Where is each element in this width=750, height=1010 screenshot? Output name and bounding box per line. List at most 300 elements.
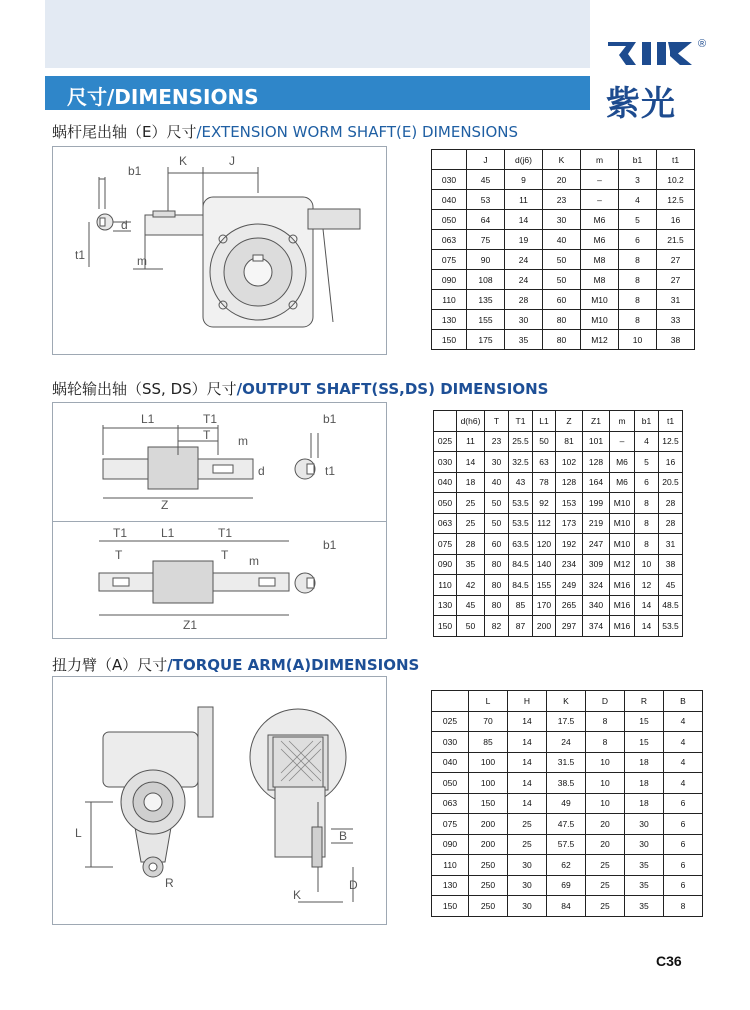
- label-T1-right: T1: [218, 526, 233, 540]
- table-size-cell: 110: [432, 855, 469, 876]
- table-size-cell: 110: [432, 290, 467, 310]
- table-header-cell: K: [543, 150, 581, 170]
- table-header-cell: d(j6): [505, 150, 543, 170]
- table-cell: 309: [583, 554, 610, 575]
- table-row: [432, 875, 703, 896]
- table-cell: 53.5: [509, 513, 533, 534]
- table-cell: 4: [664, 752, 703, 773]
- table-row: [432, 250, 695, 270]
- table-cell: 30: [505, 310, 543, 330]
- table-header-cell: m: [610, 411, 635, 432]
- table-cell: 57.5: [547, 834, 586, 855]
- label-b1-double: b1: [323, 538, 337, 552]
- table-cell: 200: [533, 616, 556, 637]
- table-cell: 25: [586, 875, 625, 896]
- table-row: [434, 513, 683, 534]
- table-cell: 199: [583, 493, 610, 514]
- table-cell: 120: [533, 534, 556, 555]
- table-row: [432, 190, 695, 210]
- label-t1: t1: [325, 464, 336, 478]
- table-cell: 10: [619, 330, 657, 350]
- label-m-double: m: [249, 554, 259, 568]
- table-row: [432, 834, 703, 855]
- figure-extension-worm-shaft: [52, 146, 387, 355]
- table-cell: 11: [457, 431, 485, 452]
- table-row: [432, 270, 695, 290]
- table-cell: M12: [610, 554, 635, 575]
- table-header-row: [434, 411, 683, 432]
- label-T-right: T: [221, 548, 229, 562]
- table-size-cell: 030: [434, 452, 457, 473]
- table-cell: 50: [485, 493, 509, 514]
- table-header-cell: [432, 691, 469, 712]
- table-cell: 12.5: [659, 431, 683, 452]
- label-L1: L1: [141, 412, 155, 426]
- table-size-cell: 040: [432, 190, 467, 210]
- label-m: m: [238, 434, 248, 448]
- table-cell: 78: [533, 472, 556, 493]
- table-header-cell: t1: [657, 150, 695, 170]
- table-cell: 324: [583, 575, 610, 596]
- table-cell: 28: [659, 493, 683, 514]
- table-size-cell: 150: [434, 616, 457, 637]
- dimensions-banner: [45, 76, 590, 110]
- table-cell: 135: [467, 290, 505, 310]
- table-cell: 35: [457, 554, 485, 575]
- table-cell: 17.5: [547, 711, 586, 732]
- table-size-cell: 063: [434, 513, 457, 534]
- table-cell: 35: [625, 875, 664, 896]
- label-d: d: [121, 218, 128, 232]
- brand-name-cn: 紫光: [606, 84, 676, 124]
- table-header-cell: L1: [533, 411, 556, 432]
- table-cell: 6: [664, 834, 703, 855]
- table-cell: 30: [485, 452, 509, 473]
- table-cell: 100: [469, 773, 508, 794]
- table-cell: 234: [556, 554, 583, 575]
- table-cell: 25: [457, 493, 485, 514]
- table-cell: 38: [657, 330, 695, 350]
- table-cell: 265: [556, 595, 583, 616]
- table-cell: 250: [469, 896, 508, 917]
- table-cell: 4: [619, 190, 657, 210]
- label-R: R: [165, 876, 174, 890]
- table-cell: 20: [586, 834, 625, 855]
- table-row: [432, 330, 695, 350]
- table-header-row: [432, 150, 695, 170]
- table-cell: 20.5: [659, 472, 683, 493]
- header-band: [45, 0, 590, 68]
- table-size-cell: 050: [432, 773, 469, 794]
- table-size-cell: 090: [432, 270, 467, 290]
- table-cell: 6: [664, 814, 703, 835]
- table-header-cell: b1: [635, 411, 659, 432]
- table-cell: 247: [583, 534, 610, 555]
- table-cell: 101: [583, 431, 610, 452]
- table-cell: 45: [467, 170, 505, 190]
- table-cell: 140: [533, 554, 556, 575]
- table-size-cell: 090: [432, 834, 469, 855]
- table-cell: 8: [664, 896, 703, 917]
- table-cell: 18: [625, 793, 664, 814]
- table-cell: 4: [664, 773, 703, 794]
- section-s-title: [52, 378, 548, 399]
- section-s-title-cn: 蜗轮输出轴（SS, DS）尺寸: [52, 380, 237, 398]
- table-size-cell: 150: [432, 896, 469, 917]
- table-cell: 200: [469, 814, 508, 835]
- table-size-cell: 040: [432, 752, 469, 773]
- table-cell: M10: [610, 534, 635, 555]
- table-cell: 5: [635, 452, 659, 473]
- table-header-cell: K: [547, 691, 586, 712]
- table-cell: 38.5: [547, 773, 586, 794]
- table-cell: 84.5: [509, 575, 533, 596]
- label-t1: t1: [75, 248, 86, 262]
- table-size-cell: 075: [432, 814, 469, 835]
- table-cell: 80: [485, 575, 509, 596]
- label-D: D: [349, 878, 358, 892]
- table-cell: 43: [509, 472, 533, 493]
- table-cell: 250: [469, 875, 508, 896]
- table-size-cell: 025: [434, 431, 457, 452]
- table-cell: 6: [664, 875, 703, 896]
- table-cell: 30: [508, 896, 547, 917]
- table-cell: 50: [543, 250, 581, 270]
- table-header-cell: R: [625, 691, 664, 712]
- table-size-cell: 050: [432, 210, 467, 230]
- table-cell: 16: [659, 452, 683, 473]
- table-cell: 219: [583, 513, 610, 534]
- table-cell: 30: [543, 210, 581, 230]
- table-cell: 340: [583, 595, 610, 616]
- table-cell: 14: [508, 732, 547, 753]
- table-cell: 12: [635, 575, 659, 596]
- table-cell: –: [581, 190, 619, 210]
- section-a-title: [52, 654, 419, 675]
- label-K: K: [293, 888, 302, 902]
- table-cell: 8: [635, 513, 659, 534]
- table-cell: 14: [508, 752, 547, 773]
- table-size-cell: 063: [432, 793, 469, 814]
- figure-output-shaft: [52, 402, 387, 639]
- table-cell: 14: [508, 773, 547, 794]
- table-size-cell: 030: [432, 170, 467, 190]
- table-cell: 31.5: [547, 752, 586, 773]
- table-cell: 85: [509, 595, 533, 616]
- table-header-cell: t1: [659, 411, 683, 432]
- section-e-title-en: /EXTENSION WORM SHAFT(E) DIMENSIONS: [196, 123, 519, 141]
- table-cell: 200: [469, 834, 508, 855]
- table-cell: 53.5: [509, 493, 533, 514]
- table-header-cell: m: [581, 150, 619, 170]
- table-cell: 14: [635, 616, 659, 637]
- table-size-cell: 150: [432, 330, 467, 350]
- table-row: [432, 310, 695, 330]
- table-cell: 84.5: [509, 554, 533, 575]
- table-cell: 4: [664, 711, 703, 732]
- table-size-cell: 040: [434, 472, 457, 493]
- table-row: [434, 493, 683, 514]
- table-cell: 90: [467, 250, 505, 270]
- table-cell: 25: [508, 814, 547, 835]
- table-header-cell: T1: [509, 411, 533, 432]
- table-size-cell: 030: [432, 732, 469, 753]
- table-cell: M6: [581, 230, 619, 250]
- table-cell: 4: [664, 732, 703, 753]
- table-cell: 18: [457, 472, 485, 493]
- table-header-cell: B: [664, 691, 703, 712]
- section-a-title-cn: 扭力臂（A）尺寸: [52, 656, 168, 674]
- table-row: [434, 616, 683, 637]
- table-cell: 18: [625, 752, 664, 773]
- section-e-title: [52, 121, 518, 142]
- table-cell: 92: [533, 493, 556, 514]
- table-cell: 128: [556, 472, 583, 493]
- table-cell: 8: [619, 290, 657, 310]
- table-size-cell: 050: [434, 493, 457, 514]
- table-cell: 25.5: [509, 431, 533, 452]
- table-cell: 62: [547, 855, 586, 876]
- table-cell: 45: [659, 575, 683, 596]
- table-cell: 28: [659, 513, 683, 534]
- table-cell: 24: [505, 270, 543, 290]
- table-cell: 30: [625, 814, 664, 835]
- table-cell: –: [610, 431, 635, 452]
- table-cell: 60: [543, 290, 581, 310]
- table-row: [432, 793, 703, 814]
- table-cell: 155: [533, 575, 556, 596]
- table-cell: 38: [659, 554, 683, 575]
- table-cell: 8: [619, 270, 657, 290]
- table-size-cell: 025: [432, 711, 469, 732]
- label-Z: Z: [161, 498, 169, 512]
- table-cell: 155: [467, 310, 505, 330]
- label-T: T: [203, 428, 211, 442]
- table-row: [432, 773, 703, 794]
- table-cell: 82: [485, 616, 509, 637]
- table-cell: 14: [508, 711, 547, 732]
- table-cell: 85: [469, 732, 508, 753]
- label-K: K: [179, 154, 188, 168]
- table-cell: 150: [469, 793, 508, 814]
- table-cell: M8: [581, 250, 619, 270]
- table-cell: 63: [533, 452, 556, 473]
- table-row: [432, 230, 695, 250]
- table-cell: 50: [533, 431, 556, 452]
- table-cell: 164: [583, 472, 610, 493]
- table-cell: 6: [619, 230, 657, 250]
- table-cell: 175: [467, 330, 505, 350]
- table-cell: 8: [619, 250, 657, 270]
- table-cell: 128: [583, 452, 610, 473]
- table-cell: 30: [508, 875, 547, 896]
- brand-mark-icon: [606, 38, 696, 68]
- table-cell: 50: [457, 616, 485, 637]
- table-cell: 31: [657, 290, 695, 310]
- table-output-shaft: [433, 410, 683, 637]
- table-cell: 35: [625, 896, 664, 917]
- table-extension-worm-shaft: [431, 149, 695, 350]
- section-e-title-cn: 蜗杆尾出轴（E）尺寸: [52, 123, 197, 141]
- table-cell: 53: [467, 190, 505, 210]
- table-row: [434, 431, 683, 452]
- table-cell: 6: [635, 472, 659, 493]
- banner-title: 尺寸/DIMENSIONS: [67, 85, 259, 109]
- label-T1: T1: [203, 412, 218, 426]
- table-row: [434, 472, 683, 493]
- table-cell: 24: [547, 732, 586, 753]
- table-cell: 14: [508, 793, 547, 814]
- table-cell: 9: [505, 170, 543, 190]
- table-cell: M10: [610, 513, 635, 534]
- table-cell: 28: [457, 534, 485, 555]
- table-cell: 25: [586, 896, 625, 917]
- label-B: B: [339, 829, 348, 843]
- table-cell: 249: [556, 575, 583, 596]
- table-cell: 63.5: [509, 534, 533, 555]
- table-size-cell: 090: [434, 554, 457, 575]
- table-cell: 12.5: [657, 190, 695, 210]
- table-cell: M8: [581, 270, 619, 290]
- label-d: d: [258, 464, 265, 478]
- table-cell: M6: [610, 452, 635, 473]
- table-row: [432, 732, 703, 753]
- table-header-cell: D: [586, 691, 625, 712]
- table-cell: 10: [586, 793, 625, 814]
- table-cell: 108: [467, 270, 505, 290]
- table-cell: 21.5: [657, 230, 695, 250]
- table-cell: 170: [533, 595, 556, 616]
- table-header-cell: [432, 150, 467, 170]
- label-J: J: [229, 154, 235, 168]
- table-cell: 25: [457, 513, 485, 534]
- table-cell: 33: [657, 310, 695, 330]
- table-size-cell: 130: [434, 595, 457, 616]
- table-cell: 42: [457, 575, 485, 596]
- section-s-title-en: /OUTPUT SHAFT(SS,DS) DIMENSIONS: [236, 380, 549, 398]
- table-cell: 15: [625, 732, 664, 753]
- table-cell: 50: [543, 270, 581, 290]
- table-cell: 30: [508, 855, 547, 876]
- table-cell: 18: [625, 773, 664, 794]
- table-torque-arm: [431, 690, 703, 917]
- table-cell: 16: [657, 210, 695, 230]
- table-cell: 3: [619, 170, 657, 190]
- table-cell: 31: [659, 534, 683, 555]
- table-cell: 20: [586, 814, 625, 835]
- table-row: [434, 554, 683, 575]
- table-row: [432, 170, 695, 190]
- brand-logo: [606, 38, 716, 124]
- table-cell: M16: [610, 616, 635, 637]
- table-cell: 192: [556, 534, 583, 555]
- table-cell: 374: [583, 616, 610, 637]
- table-cell: 25: [586, 855, 625, 876]
- table-header-cell: b1: [619, 150, 657, 170]
- table-cell: 70: [469, 711, 508, 732]
- table-row: [434, 452, 683, 473]
- table-cell: 45: [457, 595, 485, 616]
- table-cell: 27: [657, 250, 695, 270]
- table-cell: 47.5: [547, 814, 586, 835]
- table-cell: 6: [664, 855, 703, 876]
- table-cell: 64: [467, 210, 505, 230]
- table-cell: 153: [556, 493, 583, 514]
- table-cell: 19: [505, 230, 543, 250]
- table-cell: M16: [610, 595, 635, 616]
- table-cell: 8: [635, 493, 659, 514]
- label-L: L: [75, 826, 82, 840]
- table-cell: 69: [547, 875, 586, 896]
- table-header-row: [432, 691, 703, 712]
- table-cell: 20: [543, 170, 581, 190]
- table-cell: M10: [581, 290, 619, 310]
- table-cell: 8: [635, 534, 659, 555]
- table-cell: 112: [533, 513, 556, 534]
- table-row: [434, 575, 683, 596]
- table-row: [432, 711, 703, 732]
- table-cell: 14: [457, 452, 485, 473]
- table-cell: 80: [485, 554, 509, 575]
- table-row: [432, 896, 703, 917]
- table-header-cell: d(h6): [457, 411, 485, 432]
- table-cell: 50: [485, 513, 509, 534]
- table-row: [434, 534, 683, 555]
- table-cell: 10: [586, 773, 625, 794]
- table-header-cell: J: [467, 150, 505, 170]
- table-size-cell: 130: [432, 310, 467, 330]
- table-cell: 10: [586, 752, 625, 773]
- table-cell: M10: [610, 493, 635, 514]
- table-cell: 60: [485, 534, 509, 555]
- table-cell: 5: [619, 210, 657, 230]
- table-cell: M6: [581, 210, 619, 230]
- table-cell: 14: [635, 595, 659, 616]
- table-cell: 102: [556, 452, 583, 473]
- table-cell: 23: [485, 431, 509, 452]
- label-b1: b1: [323, 412, 337, 426]
- label-m: m: [137, 254, 147, 268]
- table-cell: M16: [610, 575, 635, 596]
- registered-mark: ®: [698, 38, 707, 50]
- table-cell: 40: [485, 472, 509, 493]
- table-cell: 100: [469, 752, 508, 773]
- table-header-cell: L: [469, 691, 508, 712]
- table-cell: 49: [547, 793, 586, 814]
- table-size-cell: 063: [432, 230, 467, 250]
- table-row: [432, 814, 703, 835]
- table-cell: 6: [664, 793, 703, 814]
- table-cell: 81: [556, 431, 583, 452]
- table-cell: 30: [625, 834, 664, 855]
- table-cell: 4: [635, 431, 659, 452]
- table-row: [432, 855, 703, 876]
- table-header-cell: [434, 411, 457, 432]
- table-row: [432, 752, 703, 773]
- label-L1-double: L1: [161, 526, 175, 540]
- table-cell: 87: [509, 616, 533, 637]
- table-cell: 23: [543, 190, 581, 210]
- table-cell: M10: [581, 310, 619, 330]
- table-cell: 53.5: [659, 616, 683, 637]
- table-cell: 8: [619, 310, 657, 330]
- table-header-cell: Z1: [583, 411, 610, 432]
- table-cell: 27: [657, 270, 695, 290]
- table-cell: 8: [586, 711, 625, 732]
- table-cell: 80: [543, 330, 581, 350]
- table-cell: 10: [635, 554, 659, 575]
- table-cell: 25: [508, 834, 547, 855]
